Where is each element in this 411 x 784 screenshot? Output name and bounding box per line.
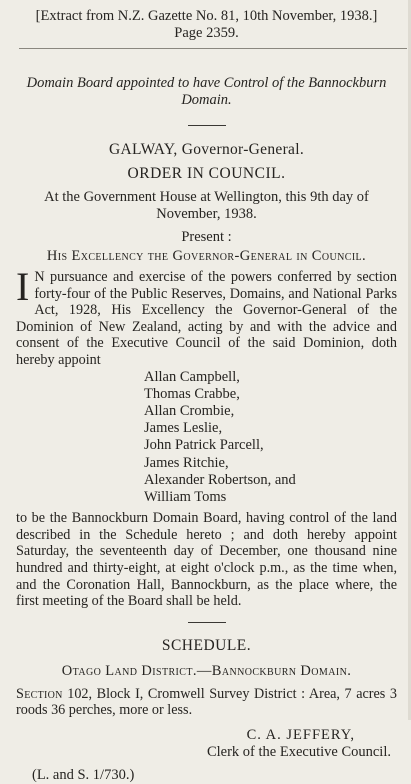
drop-cap: I — [16, 264, 30, 309]
place-and-date: At the Government House at Wellington, this 9th day of November, 1938. — [44, 189, 369, 222]
signatory-name: C. A. JEFFERY, — [246, 726, 355, 743]
signatory-title: Clerk of the Executive Council. — [206, 743, 391, 760]
schedule-heading: SCHEDULE. — [161, 636, 252, 654]
appointee-name: Alexander Robertson, and — [144, 471, 296, 488]
present-label: Present : — [181, 229, 232, 245]
appointee-name: Allan Campbell, — [144, 368, 240, 385]
order-paragraph-text: N pursuance and exercise of the powers conferred by section forty-four of the Public Reserves, Domains, and National Parks Act, 1928, His Excellency the Governor-General of the Dominion of New Zealand, acting by and with the advice and consent of the Executive Council of the said Dominion, doth hereby appoint — [16, 269, 397, 368]
district-line: Otago Land District.—Bannockburn Domain. — [61, 662, 352, 679]
gazette-header — [16, 0, 397, 42]
appointee-list — [144, 369, 397, 507]
document-title: Domain Board appointed to have Control of the Bannockburn Domain. — [26, 75, 387, 108]
divider — [188, 622, 226, 623]
signature-block — [16, 727, 397, 761]
appointee-name: James Leslie, — [144, 420, 223, 437]
board-paragraph: to be the Bannockburn Domain Board, having control of the land described in the Schedule hereto ; and doth hereby appoint Saturday, the seventeenth day of December, one thousand nine hundred and thirty-eight, at eight o'clock p.m., as the time when, and the Coronation Hall, Bannockburn, as the place where, the first meeting of the Board shall be held. — [16, 510, 397, 610]
divider — [188, 125, 226, 126]
excellency-line: His Excellency the Governor-General in Council. — [46, 248, 367, 264]
order-in-council-heading: ORDER IN COUNCIL. — [127, 165, 286, 182]
appointee-name: William Toms — [144, 488, 227, 505]
appointee-name: Allan Crombie, — [144, 402, 235, 419]
file-reference: (L. and S. 1/730.) — [32, 766, 135, 783]
gazette-page-number: Page 2359. — [174, 25, 239, 41]
governor-general-line: GALWAY, Governor-General. — [108, 141, 304, 158]
section-text: 102, Block I, Cromwell Survey District : Area, 7 acres 3 roods 36 perches, more or less. — [16, 685, 397, 719]
appointee-name: Thomas Crabbe, — [144, 385, 240, 402]
section-label: Section — [16, 685, 63, 702]
header-rule — [19, 48, 407, 49]
order-paragraph — [16, 264, 397, 369]
gazette-reference-line: [Extract from N.Z. Gazette No. 81, 10th November, 1938.] — [35, 8, 378, 24]
appointee-name: James Ritchie, — [144, 454, 229, 471]
schedule-description — [16, 686, 397, 719]
appointee-name: John Patrick Parcell, — [144, 437, 264, 454]
